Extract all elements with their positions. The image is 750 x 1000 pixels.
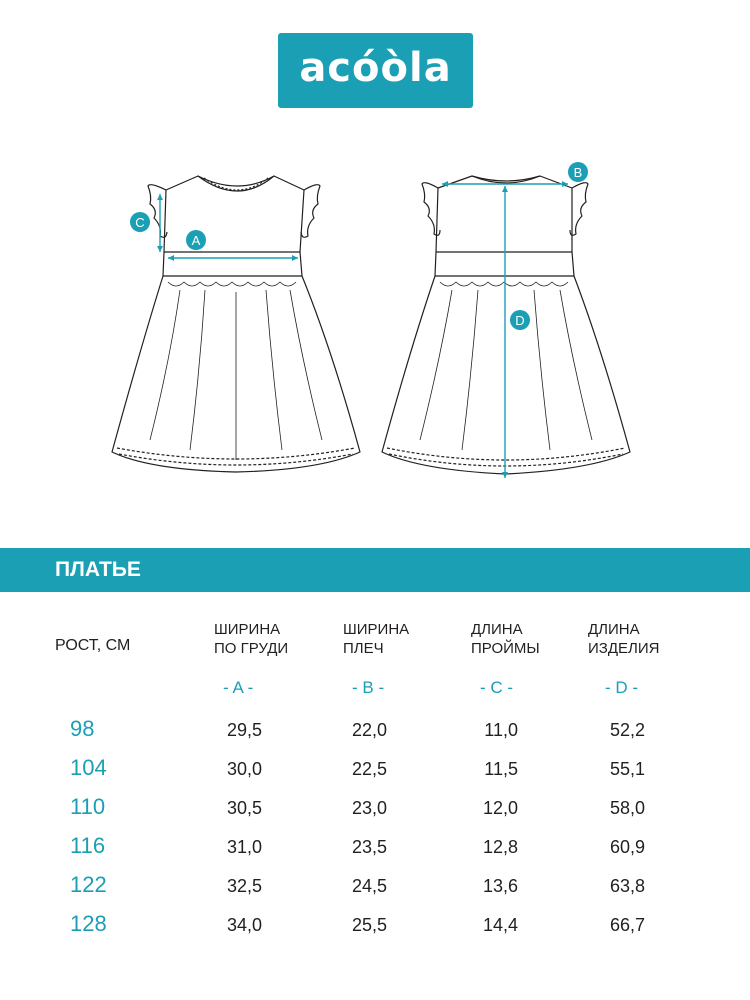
table-cell: 52,2 <box>609 720 645 740</box>
column-code-c: - C - <box>480 678 514 697</box>
dress-measurement-diagram <box>0 150 750 500</box>
table-row-height: 116 <box>70 833 106 858</box>
table-cell: 31,0 <box>226 837 262 857</box>
table-cell: 58,0 <box>609 798 645 818</box>
column-header-a: ШИРИНА ПО ГРУДИ <box>214 621 289 657</box>
table-cell: 60,9 <box>609 837 645 857</box>
back-bodice <box>436 176 572 252</box>
table-cell: 23,0 <box>351 798 387 818</box>
table-cell: 12,8 <box>482 837 518 857</box>
table-cell: 23,5 <box>351 837 387 857</box>
table-cell: 34,0 <box>226 915 262 935</box>
back-skirt <box>382 276 630 474</box>
table-cell: 66,7 <box>609 915 645 935</box>
column-code-a: - A - <box>223 678 254 697</box>
table-cell: 13,6 <box>482 876 518 896</box>
table-row-height: 98 <box>70 716 95 741</box>
product-title-bar <box>0 548 750 592</box>
label-b: B <box>573 165 583 180</box>
column-code-b: - B - <box>352 678 385 697</box>
column-header-c: ДЛИНА ПРОЙМЫ <box>471 621 540 657</box>
table-cell: 30,0 <box>226 759 262 779</box>
label-d: D <box>515 313 525 328</box>
label-a: A <box>191 233 201 248</box>
table-cell: 55,1 <box>609 759 645 779</box>
table-row-height: 104 <box>70 755 107 780</box>
table-row-height: 128 <box>70 911 107 936</box>
table-cell: 29,5 <box>226 720 262 740</box>
table-cell: 25,5 <box>351 915 387 935</box>
table-cell: 14,4 <box>482 915 518 935</box>
column-header-d: ДЛИНА ИЗДЕЛИЯ <box>588 621 660 657</box>
table-cell: 63,8 <box>609 876 645 896</box>
back-right-sleeve <box>570 183 588 236</box>
table-cell: 24,5 <box>351 876 387 896</box>
product-title: ПЛАТЬЕ <box>55 558 141 581</box>
table-cell: 32,5 <box>226 876 262 896</box>
table-cell: 11,0 <box>484 720 518 740</box>
table-cell: 12,0 <box>482 798 518 818</box>
column-header-b: ШИРИНА ПЛЕЧ <box>343 621 410 657</box>
table-row-height: 122 <box>70 872 107 897</box>
table-cell: 22,5 <box>351 759 387 779</box>
table-cell: 11,5 <box>484 759 518 779</box>
table-cell: 22,0 <box>351 720 387 740</box>
logo-text: acóòla <box>299 45 452 91</box>
table-cell: 30,5 <box>226 798 262 818</box>
front-bodice <box>164 176 304 252</box>
table-row-height: 110 <box>70 794 106 819</box>
row-header-height: РОСТ, СМ <box>55 637 131 654</box>
brand-logo <box>278 33 473 108</box>
column-code-d: - D - <box>605 678 639 697</box>
label-c: C <box>135 215 145 230</box>
